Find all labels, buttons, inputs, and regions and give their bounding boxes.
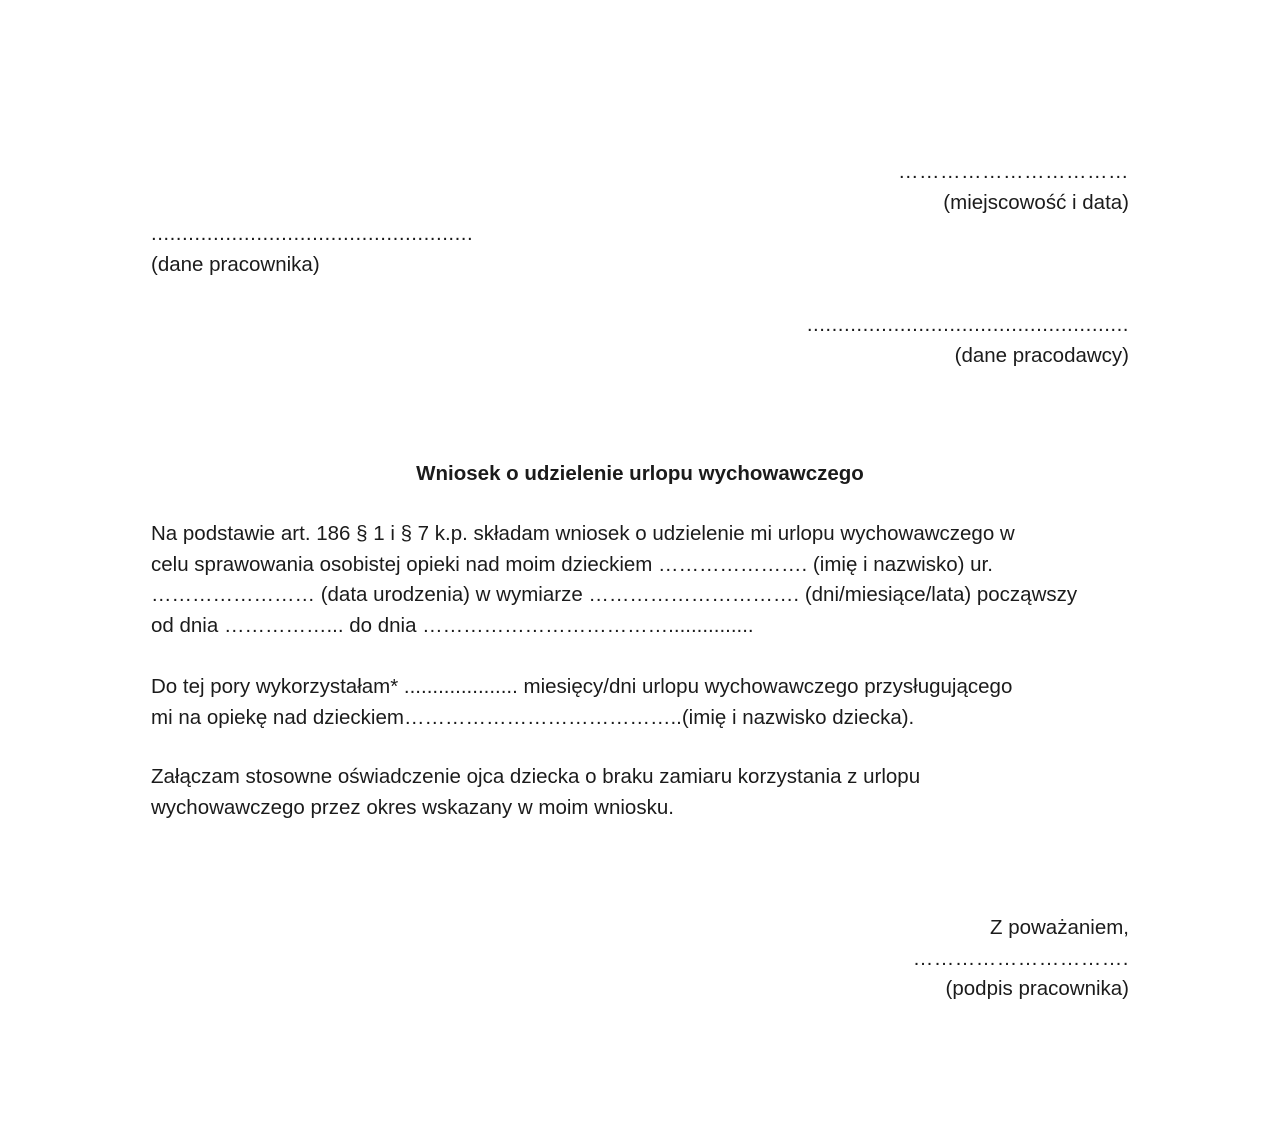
place-date-block xyxy=(898,157,1129,218)
paragraph-line: od dnia ……………... do dnia ………………………………............... xyxy=(151,613,754,637)
paragraph-line: Załączam stosowne oświadczenie ojca dziecka o braku zamiaru korzystania z urlopu xyxy=(151,765,921,788)
document-title: Wniosek o udzielenie urlopu wychowawczego xyxy=(416,462,864,485)
paragraph-line: Na podstawie art. 186 § 1 i § 7 k.p. składam wniosek o udzielenie mi urlopu wychowawczego w xyxy=(151,522,1015,545)
employee-data-label: (dane pracownika) xyxy=(151,252,320,276)
employer-data-label: (dane pracodawcy) xyxy=(954,343,1129,367)
paragraph-line: Do tej pory wykorzystałam* .................... miesięcy/dni urlopu wychowawczego przysługującego xyxy=(151,675,1013,698)
paragraph-line: mi na opiekę nad dzieckiem…………………………………..(imię i nazwisko dziecka). xyxy=(151,705,915,729)
signature-block xyxy=(913,913,1129,1005)
employee-fill-line: .................................................... xyxy=(151,222,474,245)
employer-fill-line: .................................................... xyxy=(806,313,1129,336)
closing-phrase: Z poważaniem, xyxy=(989,916,1129,939)
paragraph-line: …………………… (data urodzenia) w wymiarze …………………………. (dni/miesiące/lata) począwszy xyxy=(151,583,1078,606)
signature-fill-line: …………………………. xyxy=(912,946,1129,970)
paragraph-line: wychowawczego przez okres wskazany w moim wniosku. xyxy=(151,795,674,819)
paragraph-line: celu sprawowania osobistej opieki nad moim dzieckiem …………………. (imię i nazwisko) ur. xyxy=(151,552,993,576)
signature-label: (podpis pracownika) xyxy=(945,977,1129,1000)
paragraph-legal-basis xyxy=(151,519,1141,641)
employer-data-block xyxy=(807,310,1129,371)
employee-data-block xyxy=(151,219,473,280)
paragraph-used-leave xyxy=(151,672,1141,733)
place-date-fill-line: …………………………… xyxy=(898,160,1129,183)
paragraph-attachment xyxy=(151,762,1141,823)
place-date-label: (miejscowość i data) xyxy=(943,190,1129,214)
